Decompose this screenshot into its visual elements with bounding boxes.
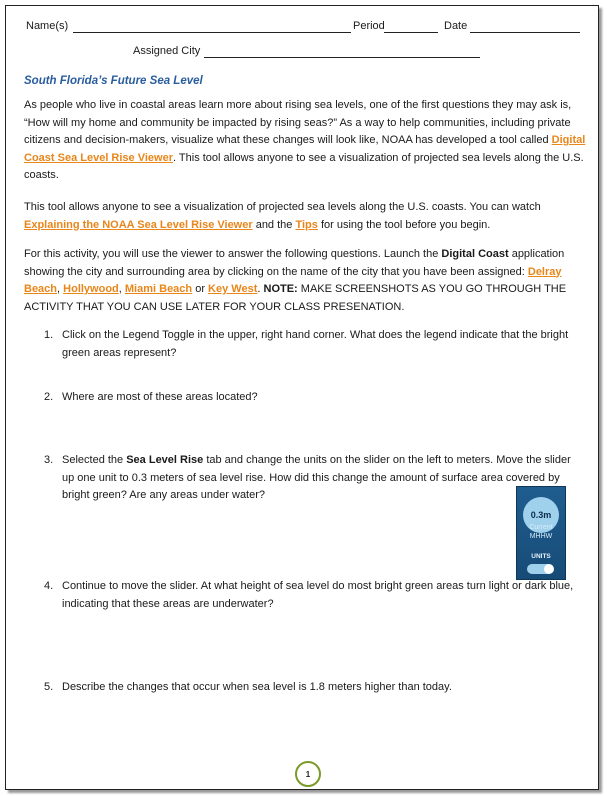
page-number: 1 [295, 761, 321, 787]
city-link-key-west[interactable]: Key West [208, 283, 258, 295]
worksheet-page [5, 5, 599, 790]
note-text: MAKE SCREENSHOTS AS YOU GO THROUGH THE ACTIVITY THAT YOU CAN USE LATER FOR YOUR CLASS PRESENATION. [24, 283, 567, 313]
question-text: Click on the Legend Toggle in the upper, right hand corner. What does the legend indicate that the bright green areas represent? [62, 329, 569, 359]
question-number: 5. [44, 681, 54, 693]
city-link-delray-beach[interactable]: Delray Beach [24, 265, 562, 295]
question-text-a: Selected the [62, 454, 127, 466]
para2-text: This tool allows anyone to see a visualization of projected sea levels along the U.S. coasts. You can watch [24, 201, 541, 213]
period-label: Period [353, 20, 385, 32]
name-label: Name(s) [26, 20, 69, 32]
city-link-miami-beach[interactable]: Miami Beach [124, 283, 193, 295]
toggle-knob [544, 564, 554, 574]
question-number: 4. [44, 580, 54, 592]
question-text [62, 452, 582, 505]
slider-current-label: Current [529, 524, 553, 531]
explaining-viewer-link[interactable]: Explaining the NOAA Sea Level Rise Viewer [24, 218, 253, 231]
question-text: Continue to move the slider. At what height of sea level do most bright green areas turn light or dark blue, indicating that these areas are underwater? [62, 580, 574, 610]
para2-text-end: for using the tool before you begin. [317, 218, 491, 231]
question-text-b: tab and change the units on the slider on the left to meters. Move the slider up one unit to 0.3 meters of sea level rise. How did this change the amount of surface area covered by bright green? Are any areas under water? [62, 454, 571, 501]
sea-level-slider-image [516, 486, 566, 580]
slider-units-label: UNITS [531, 553, 551, 560]
para2-text-mid: and the [252, 218, 296, 231]
slider-value-bubble: 0.3m [523, 497, 559, 533]
name-field[interactable] [73, 32, 351, 33]
note-label: NOTE: [263, 283, 298, 295]
intro-text-end: . This tool allows anyone to see a visualization of projected sea levels along the U.S. coasts. [24, 151, 584, 181]
question-number: 2. [44, 391, 54, 403]
para3-text: For this activity, you will use the viewer to answer the following questions. Launch the [24, 248, 442, 260]
instructions-paragraph [24, 246, 586, 316]
date-label: Date [444, 20, 468, 32]
question-number: 1. [44, 329, 54, 341]
viewer-link[interactable]: Digital Coast Sea Level Rise Viewer [24, 134, 586, 164]
separator: or [192, 283, 209, 295]
video-paragraph [24, 199, 586, 234]
question-text: Where are most of these areas located? [62, 391, 258, 403]
separator: , [118, 283, 125, 295]
city-label: Assigned City [133, 45, 201, 57]
para3-text-c: . [257, 283, 264, 295]
separator: , [57, 283, 64, 295]
intro-paragraph [24, 97, 586, 185]
slider-mhhw-label: MHHW [529, 533, 553, 540]
digital-coast-bold: Digital Coast [441, 248, 509, 260]
units-toggle [527, 564, 553, 574]
sea-level-rise-bold: Sea Level Rise [126, 454, 204, 466]
city-field[interactable] [204, 57, 480, 58]
para3-text-b: application showing the city and surrounding area by clicking on the name of the city that you have been assigned: [24, 248, 565, 278]
question-text: Describe the changes that occur when sea level is 1.8 meters higher than today. [62, 681, 452, 693]
tips-link[interactable]: Tips [295, 218, 318, 231]
intro-text: As people who live in coastal areas learn more about rising sea levels, one of the first questions they may ask is, “How will my home and community be impacted by rising seas?” As a way to help communities, including private citizens and decision-makers, visualize what these changes will look like, NOAA has developed a tool called [24, 99, 572, 146]
city-link-hollywood[interactable]: Hollywood [63, 283, 119, 295]
page-title: South Florida’s Future Sea Level [24, 75, 203, 87]
period-field[interactable] [384, 32, 438, 33]
question-number: 3. [44, 454, 54, 466]
date-field[interactable] [470, 32, 580, 33]
